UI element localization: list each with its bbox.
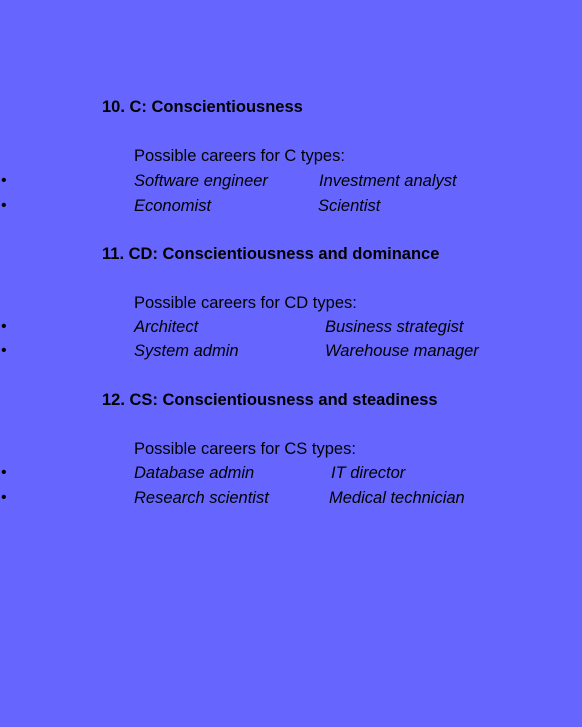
career-left: Software engineer: [134, 172, 268, 190]
career-left: System admin: [134, 342, 239, 360]
bullet-icon: •: [1, 464, 7, 481]
career-right: Business strategist: [325, 318, 464, 336]
career-list-item: [0, 488, 582, 510]
bullet-icon: •: [1, 489, 7, 506]
section-heading: 11. CD: Conscientiousness and dominance: [102, 245, 440, 263]
bullet-icon: •: [1, 318, 7, 335]
career-right: Medical technician: [329, 489, 465, 507]
career-list-item: [0, 341, 582, 363]
career-list-item: [0, 317, 582, 339]
section-heading: 10. C: Conscientiousness: [102, 98, 303, 116]
career-left: Architect: [134, 318, 199, 336]
bullet-icon: •: [1, 197, 7, 214]
career-left: Database admin: [134, 464, 255, 482]
career-right: Scientist: [318, 197, 381, 215]
section-heading: 12. CS: Conscientiousness and steadiness: [102, 391, 438, 409]
section-intro: Possible careers for CD types:: [134, 294, 357, 312]
bullet-icon: •: [1, 172, 7, 189]
career-list-item: [0, 171, 582, 193]
section-intro: Possible careers for CS types:: [134, 440, 356, 458]
career-right: Investment analyst: [319, 172, 457, 190]
career-left: Research scientist: [134, 489, 269, 507]
section-intro: Possible careers for C types:: [134, 147, 345, 165]
career-right: Warehouse manager: [325, 342, 479, 360]
career-list-item: [0, 196, 582, 218]
career-list-item: [0, 463, 582, 485]
career-right: IT director: [331, 464, 406, 482]
bullet-icon: •: [1, 342, 7, 359]
career-left: Economist: [134, 197, 212, 215]
